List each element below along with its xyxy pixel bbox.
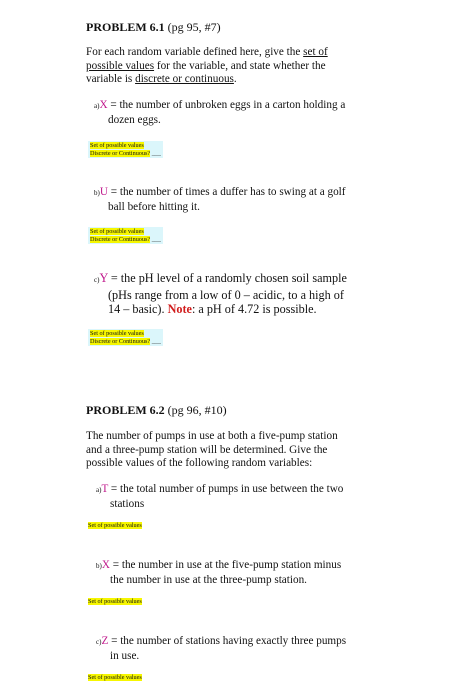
set-of-possible-values-label: Set of possible values [88,674,142,681]
item-label: b) [96,562,102,570]
variable-name: Z [101,635,109,647]
item-text: 14 – basic). [108,302,168,316]
problem-number: PROBLEM 6.1 [86,20,165,34]
discrete-or-continuous-label: Discrete or Continuous? [90,235,151,243]
answer-box-6-2-a [86,521,144,531]
variable-name: U [99,186,108,198]
item-text: = the total number of pumps in use between the two [108,483,344,495]
answer-box-6-1-b [88,227,163,244]
page-reference: (pg 95, #7) [167,20,221,34]
problem-6-2-item-a [96,483,343,511]
answer-blank: ___ [151,149,161,157]
intro-text: For each random variable defined here, give the [86,46,304,58]
item-text: the number in use at the three-pump station. [110,573,307,586]
variable-name: Y [99,271,108,285]
note-label: Note [167,302,192,316]
problem-6-2-item-c [96,635,346,663]
discrete-or-continuous-label: Discrete or Continuous? [90,149,151,157]
set-of-possible-values-label: Set of possible values [90,142,144,149]
item-label: c) [96,638,102,646]
answer-box-6-2-c [86,673,144,683]
problem-6-1-item-b [94,186,346,214]
item-text: dozen eggs. [108,113,161,126]
item-text: ball before hitting it. [108,200,200,213]
problem-6-2-heading [86,403,227,418]
answer-blank: ___ [151,235,161,243]
set-of-possible-values-label: Set of possible values [88,598,142,605]
item-label: a) [94,102,100,110]
intro-underlined-set: set of possible values [86,46,328,72]
page-reference: (pg 96, #10) [167,403,227,417]
item-text: : a pH of 4.72 is possible. [191,302,317,316]
problem-number: PROBLEM 6.2 [86,403,165,417]
intro-underlined-type: discrete or continuous [135,73,234,86]
item-text: = the number of stations having exactly three pumps [108,635,347,647]
item-label: c) [94,276,100,284]
discrete-or-continuous-label: Discrete or Continuous? [90,337,151,345]
problem-6-1-heading [86,20,221,35]
answer-blank: ___ [151,337,161,345]
answer-box-6-1-a [88,141,163,158]
item-text: = the number of unbroken eggs in a carton holding a [107,99,346,111]
answer-box-6-1-c [88,329,163,346]
item-label: a) [96,486,102,494]
problem-6-2-item-b [96,559,341,587]
set-of-possible-values-label: Set of possible values [90,330,144,337]
item-text: (pHs range from a low of 0 – acidic, to a high of [108,287,344,302]
problem-6-1-item-a [94,99,345,127]
problem-6-2-intro: The number of pumps in use at both a five-pump station and a three-pump station will be determined. Give the possible values of the following random variables: [86,430,338,470]
item-text: stations [110,497,145,510]
answer-box-6-2-b [86,597,144,607]
intro-text: . [233,73,237,86]
item-text: = the pH level of a randomly chosen soil sample [107,271,347,285]
variable-name: X [101,559,110,571]
item-label: b) [94,189,100,197]
problem-6-1-item-c [94,271,347,317]
problem-6-1-intro [86,46,346,87]
item-text: in use. [110,649,140,662]
intro-text: for the variable, and state whether the variable is [86,59,326,86]
set-of-possible-values-label: Set of possible values [90,228,144,235]
variable-name: T [101,483,109,495]
variable-name: X [99,99,108,111]
item-text: = the number of times a duffer has to swing at a golf [107,186,346,198]
item-text: = the number in use at the five-pump station minus [109,559,342,571]
set-of-possible-values-label: Set of possible values [88,522,142,529]
